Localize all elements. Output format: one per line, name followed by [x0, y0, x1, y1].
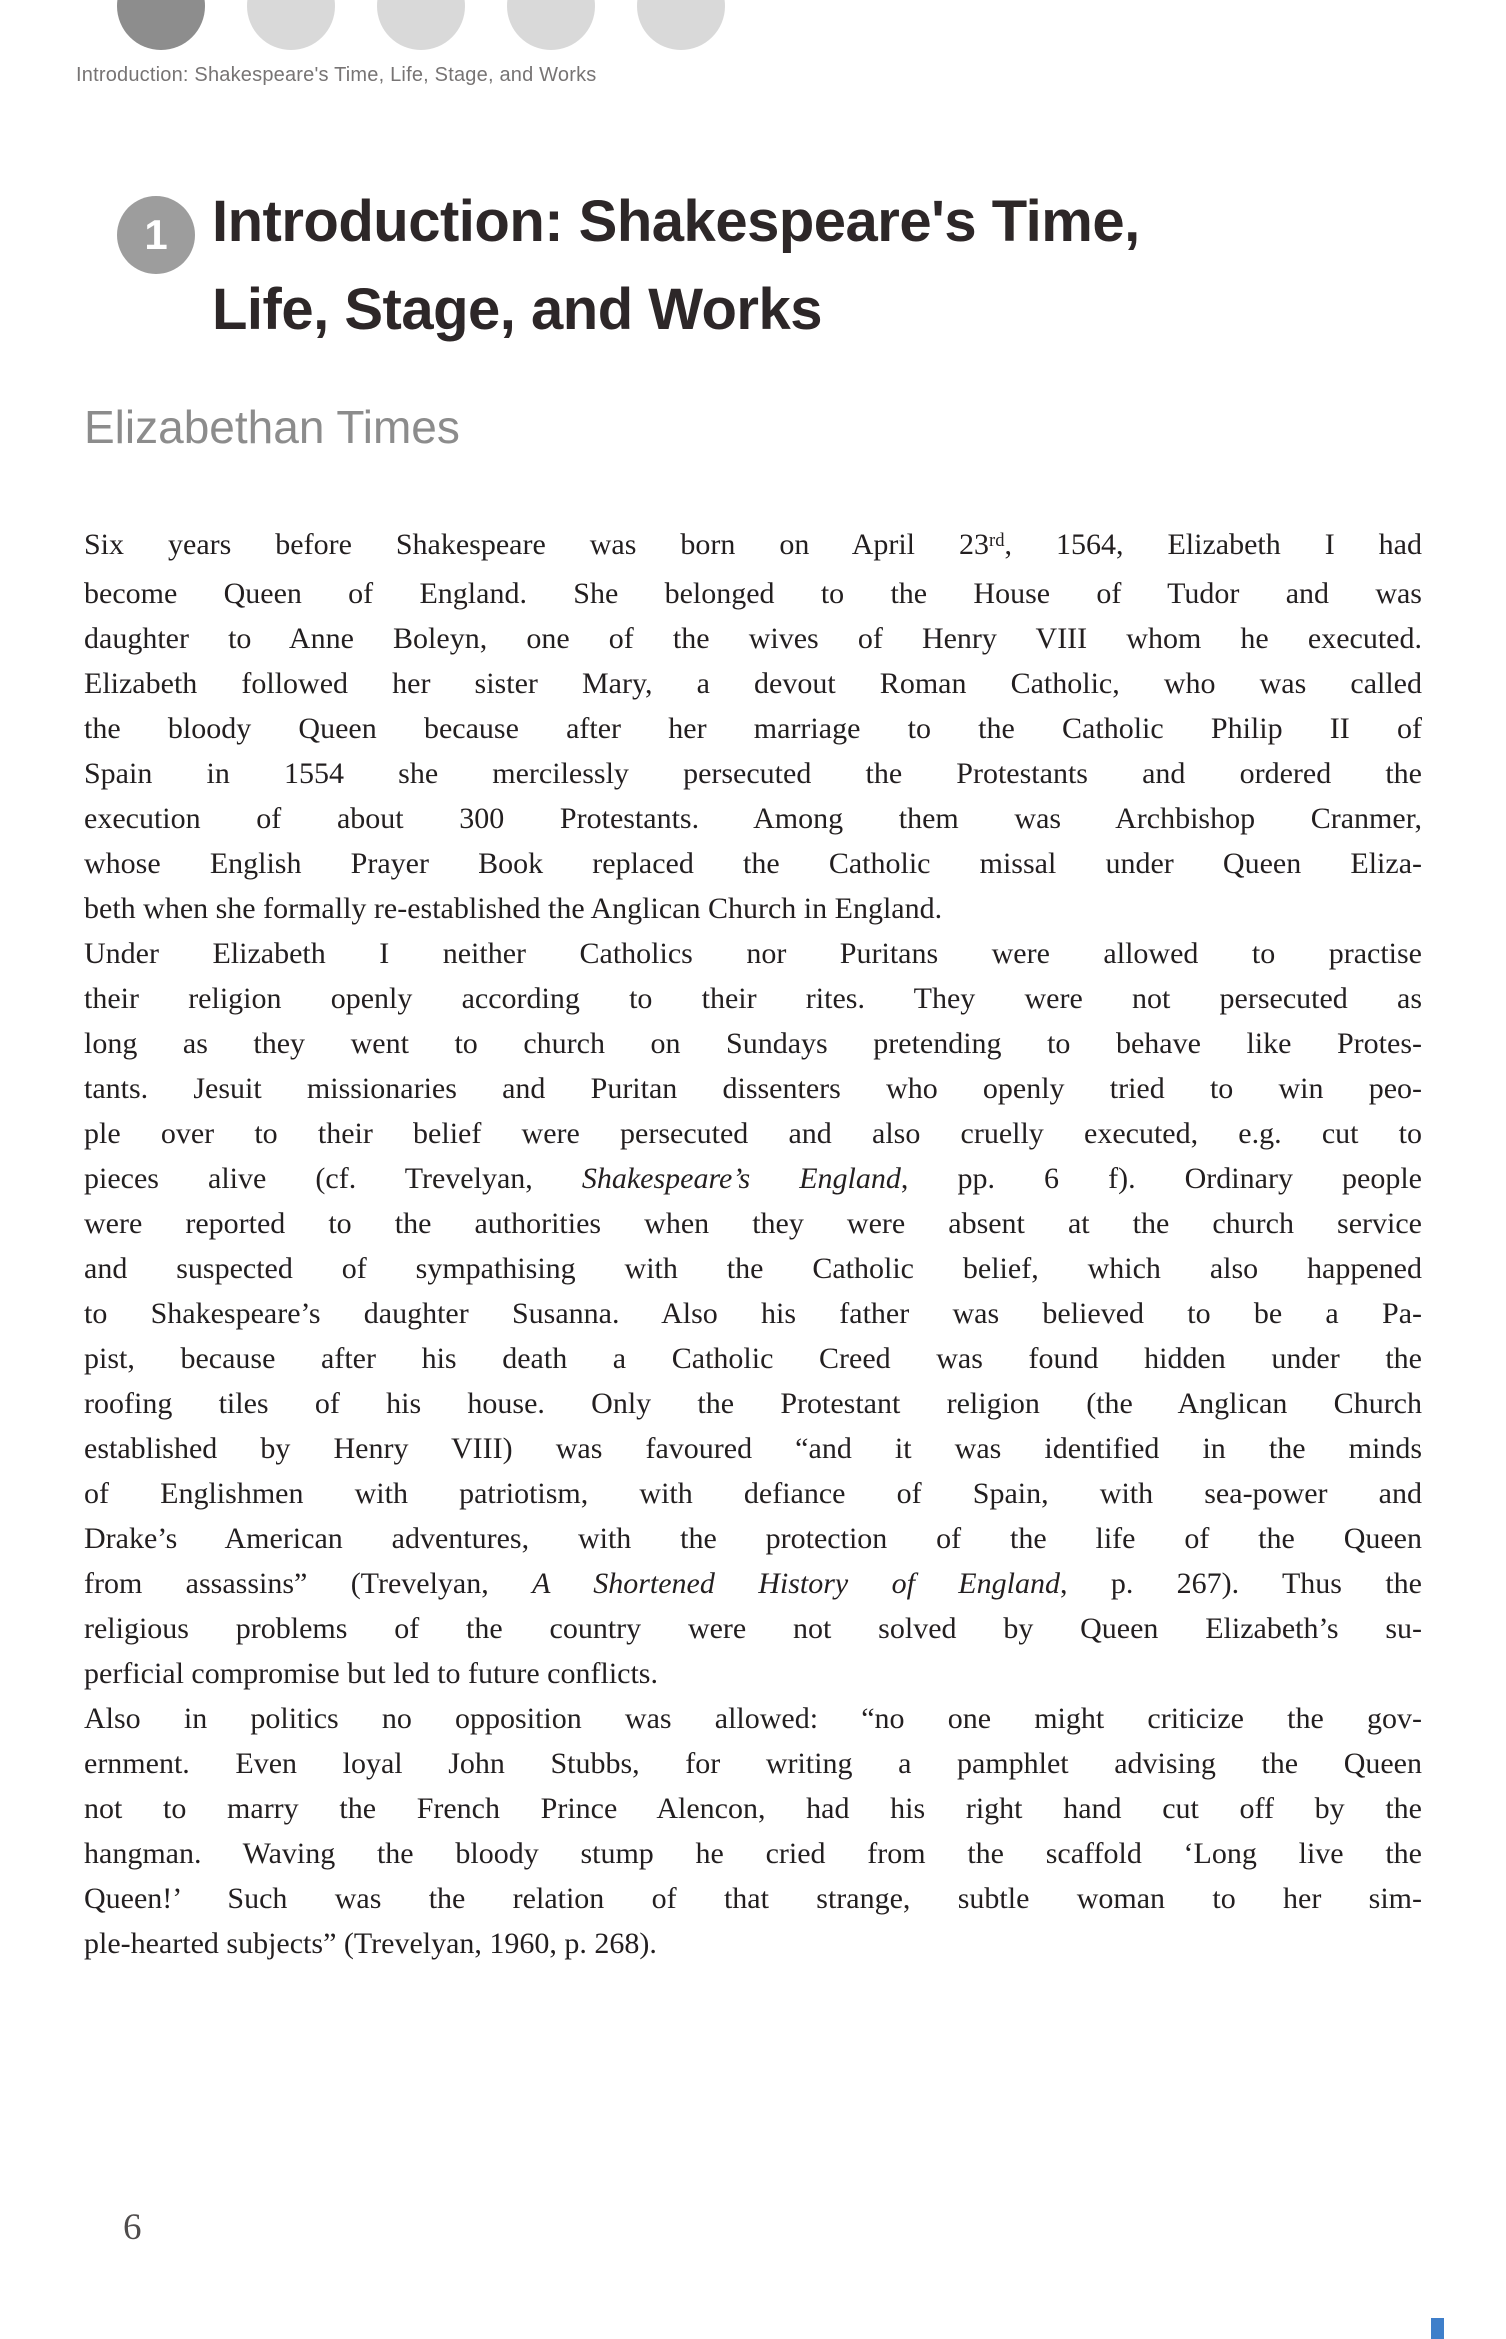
- body-text-line: [84, 751, 1422, 796]
- body-text-segment: , p. 267). Thus the: [1059, 1567, 1422, 1600]
- body-text-line: [84, 1741, 1422, 1786]
- body-text-segment: from assassins” (Trevelyan,: [84, 1567, 533, 1600]
- body-text-segment: tants. Jesuit missionaries and Puritan dissenters who openly tried to win peo-: [84, 1072, 1422, 1105]
- body-text-segment: long as they went to church on Sundays pretending to behave like Protes-: [84, 1027, 1422, 1060]
- chapter-title: [212, 178, 1472, 354]
- body-text-line: [84, 1111, 1422, 1156]
- body-text-line: [84, 886, 1422, 931]
- body-text-segment: , pp. 6 f). Ordinary people: [900, 1162, 1422, 1195]
- body-text-segment: , 1564, Elizabeth I had: [1004, 528, 1422, 561]
- body-text-line: [84, 1246, 1422, 1291]
- body-text-line: [84, 796, 1422, 841]
- body-text-segment: were reported to the authorities when they were absent at the church service: [84, 1207, 1422, 1240]
- running-header: Introduction: Shakespeare's Time, Life, Stage, and Works: [76, 64, 597, 86]
- body-text-sup-segment: rd: [989, 529, 1005, 551]
- body-text-segment: their religion openly according to their rites. They were not persecuted as: [84, 982, 1422, 1015]
- progress-dots: [117, 0, 725, 50]
- body-text-line: [84, 1516, 1422, 1561]
- body-text-line: [84, 931, 1422, 976]
- body-text-line: [84, 616, 1422, 661]
- body-text-segment: Queen!’ Such was the relation of that strange, subtle woman to her sim-: [84, 1882, 1422, 1915]
- body-text-line: [84, 571, 1422, 616]
- progress-dot: [637, 0, 725, 50]
- body-text-line: [84, 1426, 1422, 1471]
- body-text-segment: Also in politics no opposition was allowed: “no one might criticize the gov-: [84, 1702, 1422, 1735]
- chapter-title-line2: Life, Stage, and Works: [212, 277, 822, 342]
- body-text-segment: pieces alive (cf. Trevelyan,: [84, 1162, 582, 1195]
- body-text-line: [84, 661, 1422, 706]
- body-text-line: [84, 1021, 1422, 1066]
- section-heading: Elizabethan Times: [84, 401, 460, 453]
- body-text-segment: Drake’s American adventures, with the protection of the life of the Queen: [84, 1522, 1422, 1555]
- body-text-italic-segment: Shakespeare’s England: [581, 1162, 901, 1195]
- progress-dot: [247, 0, 335, 50]
- body-text-segment: pist, because after his death a Catholic Creed was found hidden under the: [84, 1342, 1422, 1375]
- body-text-segment: execution of about 300 Protestants. Among them was Archbishop Cranmer,: [84, 802, 1422, 835]
- body-text-segment: whose English Prayer Book replaced the Catholic missal under Queen Eliza-: [84, 847, 1422, 880]
- body-text-line: [84, 1561, 1422, 1606]
- body-text-segment: Spain in 1554 she mercilessly persecuted the Protestants and ordered the: [84, 757, 1422, 790]
- body-text-line: [84, 1606, 1422, 1651]
- body-text: [84, 522, 1422, 1966]
- body-text-line: [84, 1831, 1422, 1876]
- body-text-segment: ernment. Even loyal John Stubbs, for writing a pamphlet advising the Queen: [84, 1747, 1422, 1780]
- body-text-line: [84, 1381, 1422, 1426]
- body-text-line: [84, 522, 1422, 571]
- page-number: 6: [123, 2207, 142, 2248]
- body-text-italic-segment: A Shortened History of England: [532, 1567, 1060, 1600]
- body-text-segment: roofing tiles of his house. Only the Protestant religion (the Anglican Church: [84, 1387, 1422, 1420]
- body-text-segment: established by Henry VIII) was favoured “and it was identified in the minds: [84, 1432, 1422, 1465]
- body-text-line: [84, 1786, 1422, 1831]
- body-text-line: [84, 1876, 1422, 1921]
- body-text-segment: to Shakespeare’s daughter Susanna. Also his father was believed to be a Pa-: [84, 1297, 1422, 1330]
- body-text-segment: daughter to Anne Boleyn, one of the wives of Henry VIII whom he executed.: [84, 622, 1422, 655]
- body-text-segment: Six years before Shakespeare was born on April 23: [84, 528, 989, 561]
- body-text-line: [84, 1471, 1422, 1516]
- body-text-segment: religious problems of the country were not solved by Queen Elizabeth’s su-: [84, 1612, 1422, 1645]
- body-text-segment: perficial compromise but led to future conflicts.: [84, 1657, 658, 1690]
- body-text-line: [84, 1201, 1422, 1246]
- body-text-segment: ple-hearted subjects” (Trevelyan, 1960, p. 268).: [84, 1927, 657, 1960]
- body-text-line: [84, 1156, 1422, 1201]
- body-text-segment: not to marry the French Prince Alencon, had his right hand cut off by the: [84, 1792, 1422, 1825]
- body-text-line: [84, 1651, 1422, 1696]
- body-text-line: [84, 1066, 1422, 1111]
- body-text-line: [84, 1336, 1422, 1381]
- body-text-segment: the bloody Queen because after her marriage to the Catholic Philip II of: [84, 712, 1422, 745]
- body-text-line: [84, 706, 1422, 751]
- body-text-line: [84, 1291, 1422, 1336]
- body-text-segment: become Queen of England. She belonged to the House of Tudor and was: [84, 577, 1422, 610]
- progress-dot: [507, 0, 595, 50]
- body-text-line: [84, 976, 1422, 1021]
- body-text-segment: of Englishmen with patriotism, with defiance of Spain, with sea-power and: [84, 1477, 1422, 1510]
- progress-dot: [377, 0, 465, 50]
- body-text-line: [84, 841, 1422, 886]
- body-text-segment: Under Elizabeth I neither Catholics nor Puritans were allowed to practise: [84, 937, 1422, 970]
- blue-marker: [1431, 2318, 1444, 2339]
- body-text-line: [84, 1921, 1422, 1966]
- body-text-segment: beth when she formally re-established the Anglican Church in England.: [84, 892, 943, 925]
- progress-dot-active: [117, 0, 205, 50]
- body-text-segment: Elizabeth followed her sister Mary, a devout Roman Catholic, who was called: [84, 667, 1422, 700]
- body-text-segment: and suspected of sympathising with the Catholic belief, which also happened: [84, 1252, 1422, 1285]
- body-text-segment: ple over to their belief were persecuted and also cruelly executed, e.g. cut to: [84, 1117, 1422, 1150]
- body-text-segment: hangman. Waving the bloody stump he cried from the scaffold ‘Long live the: [84, 1837, 1422, 1870]
- chapter-number-badge: 1: [117, 196, 195, 274]
- chapter-title-line1: Introduction: Shakespeare's Time,: [212, 189, 1140, 254]
- body-text-line: [84, 1696, 1422, 1741]
